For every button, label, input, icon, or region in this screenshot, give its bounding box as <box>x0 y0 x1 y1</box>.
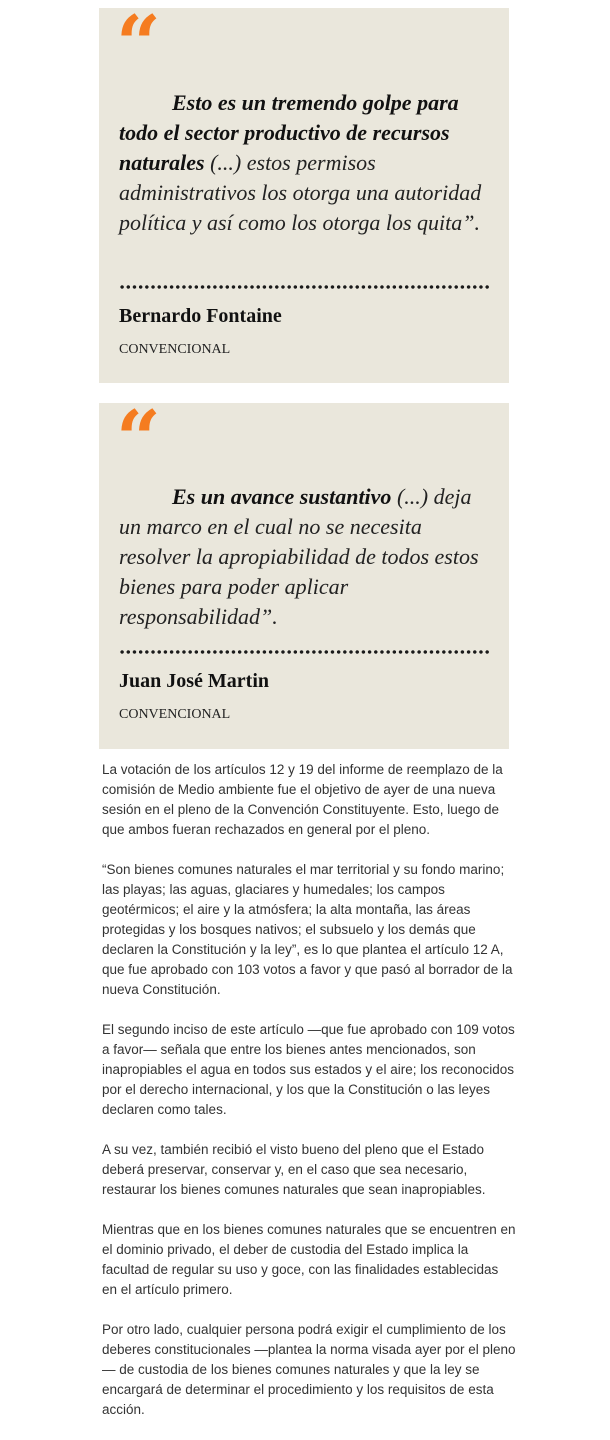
quote-author-role: CONVENCIONAL <box>119 707 231 722</box>
article-paragraph: Mientras que en los bienes comunes naturales que se encuentren en el dominio privado, el deber de custodia del Estado implica la facultad de regular su uso y goce, con las finalidades establecidas en el artículo primero. <box>102 1222 516 1297</box>
quote-rest-text: (...) deja un marco en el cual no se necesita resolver la apropiabilidad de todos estos bienes para poder aplicar responsabilidad”. <box>119 484 479 629</box>
quote-box-martin <box>99 394 509 749</box>
article-paragraph: La votación de los artículos 12 y 19 del informe de reemplazo de la comisión de Medio ambiente fue el objetivo de ayer de una nueva sesión en el pleno de la Convención Constituyente. Esto, luego de que ambos fueran rechazados en general por el pleno. <box>102 762 503 837</box>
quote-rest-text: (...) estos permisos administrativos los otorga una autoridad política y así como los otorga los quita”. <box>119 150 482 235</box>
quote-text <box>119 88 494 238</box>
article-paragraph: A su vez, también recibió el visto bueno del pleno que el Estado deberá preservar, conservar y, en el caso que sea necesario, restaurar los bienes comunes naturales que sean inapropiables. <box>102 1142 486 1197</box>
quote-author: Bernardo Fontaine <box>119 305 282 327</box>
article-paragraph: “Son bienes comunes naturales el mar territorial y su fondo marino; las playas; las aguas, glaciares y humedales; los campos geotérmicos; el aire y la atmósfera; la alta montaña, las áreas protegidas y los bosques nativos; el subsuelo y los demás que declaren la Constitución y la ley”, es lo que plantea el artículo 12 A, que fue aprobado con 103 votos a favor y que pasó al borrador de la nueva Constitución. <box>102 862 513 997</box>
article-paragraph: Por otro lado, cualquier persona podrá exigir el cumplimiento de los deberes constitucionales —plantea la norma visada ayer por el pleno— de custodia de los bienes comunes naturales y que la ley se encargará de determinar el procedimiento y los requisitos de esta acción. <box>102 1322 516 1417</box>
dotted-divider <box>119 650 489 654</box>
quote-mark-icon: “ <box>116 394 161 485</box>
article-paragraph: El segundo inciso de este artículo —que fue aprobado con 109 votos a favor— señala que entre los bienes antes mencionados, son inapropiables el agua en todos sus estados y el aire; los reconocidos por el derecho internacional, y los que la Constitución o las leyes declaren como tales. <box>102 1022 515 1117</box>
quote-author: Juan José Martin <box>119 670 269 692</box>
quote-bold-text: Esto es un tremendo golpe para todo el sector productivo de recursos naturales <box>119 90 459 175</box>
dotted-divider <box>119 285 489 289</box>
quote-author-role: CONVENCIONAL <box>119 342 231 357</box>
quote-mark-icon: “ <box>116 0 161 90</box>
quote-text <box>119 482 494 632</box>
article-body <box>102 760 516 1440</box>
quote-bold-text: Es un avance sustantivo <box>172 484 392 509</box>
quote-box-fontaine <box>99 0 509 383</box>
